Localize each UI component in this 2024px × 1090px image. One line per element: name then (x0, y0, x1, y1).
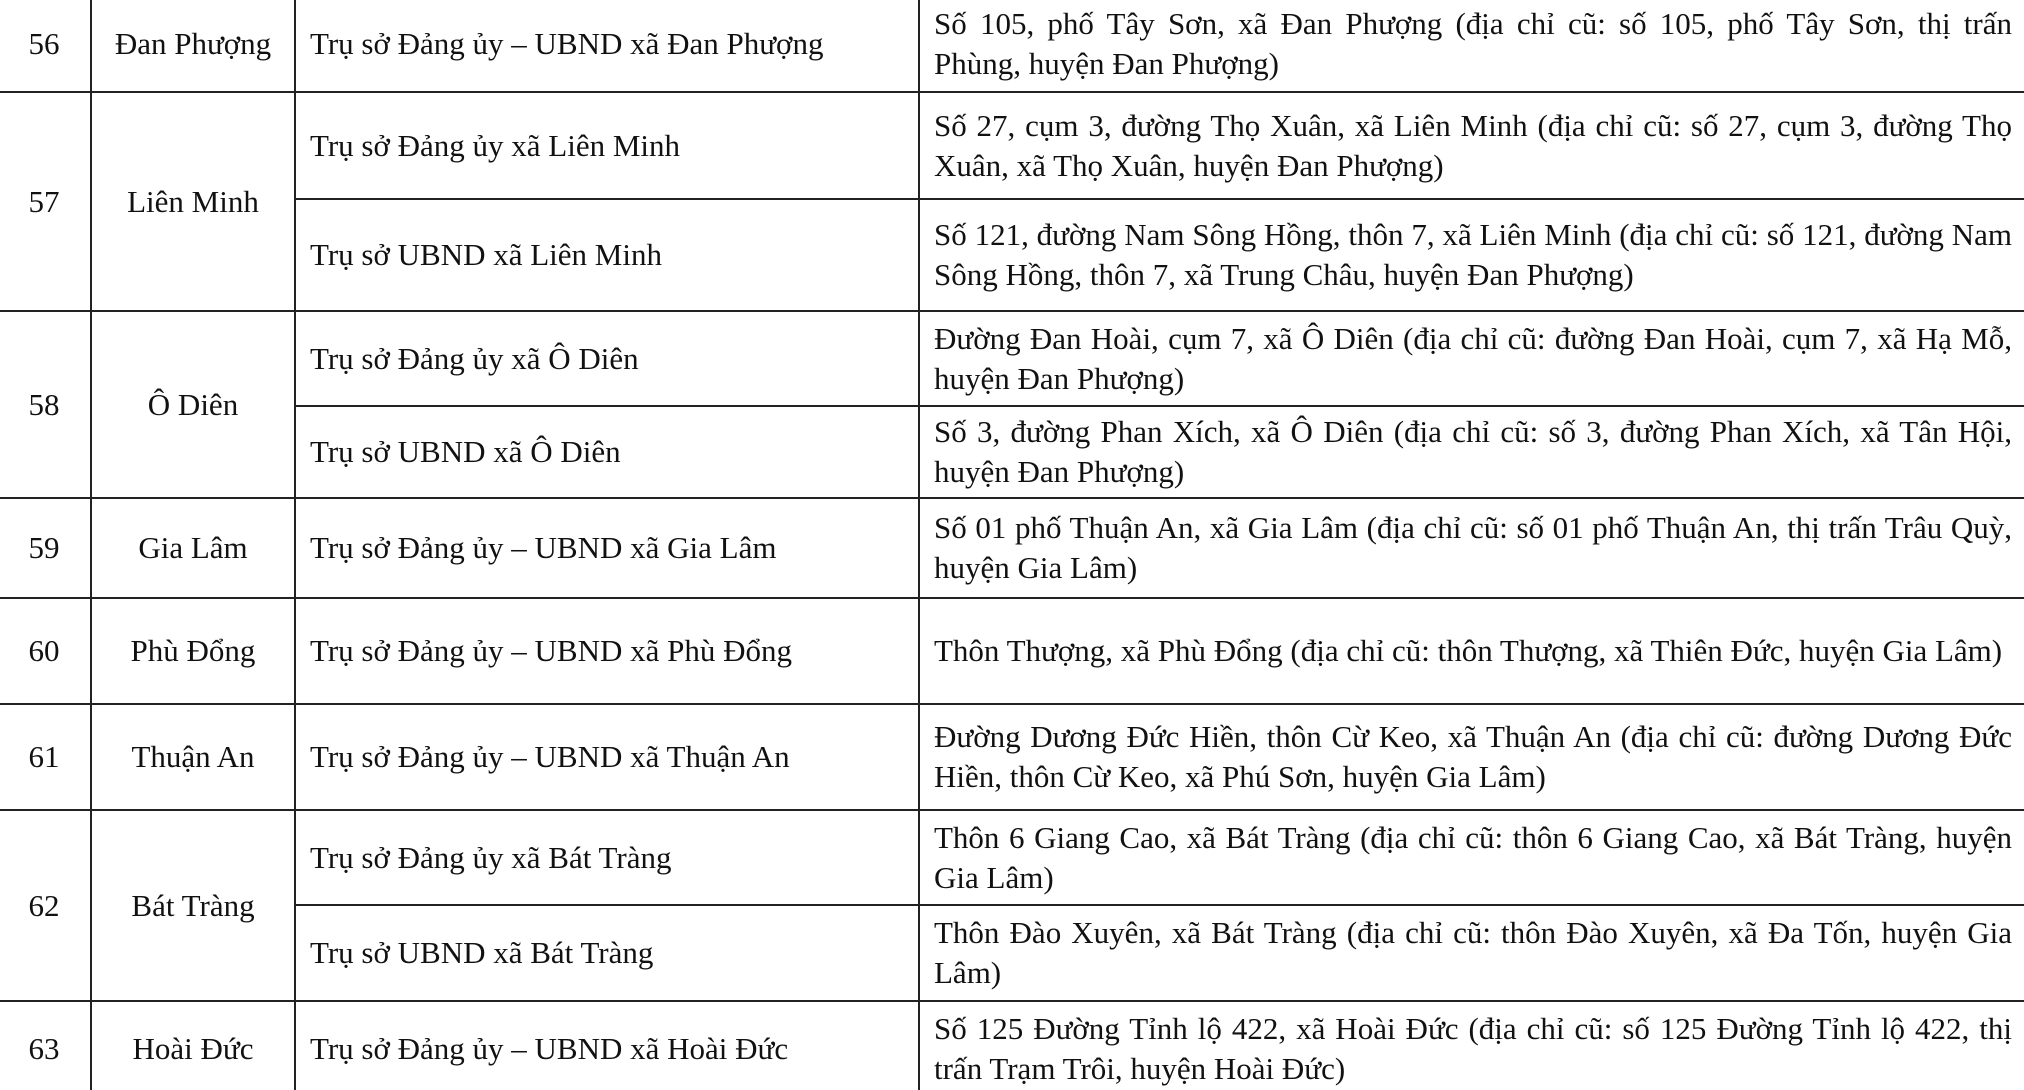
office-label: Trụ sở Đảng ủy – UBND xã Gia Lâm (295, 498, 919, 598)
office-address: Số 121, đường Nam Sông Hồng, thôn 7, xã Liên Minh (địa chỉ cũ: số 121, đường Nam Sông Hồng, thôn 7, xã Trung Châu, huyện Đan Phượng) (919, 199, 2024, 311)
office-address: Số 3, đường Phan Xích, xã Ô Diên (địa chỉ cũ: số 3, đường Phan Xích, xã Tân Hội, huyện Đan Phượng) (919, 406, 2024, 498)
office-label: Trụ sở UBND xã Bát Tràng (295, 905, 919, 1001)
commune-name: Hoài Đức (91, 1001, 295, 1090)
office-label: Trụ sở UBND xã Ô Diên (295, 406, 919, 498)
office-label: Trụ sở Đảng ủy – UBND xã Đan Phượng (295, 0, 919, 92)
commune-name: Gia Lâm (91, 498, 295, 598)
table-row (0, 0, 2024, 92)
row-number: 62 (0, 810, 91, 1001)
row-number: 59 (0, 498, 91, 598)
office-address: Số 105, phố Tây Sơn, xã Đan Phượng (địa chỉ cũ: số 105, phố Tây Sơn, thị trấn Phùng, huyện Đan Phượng) (919, 0, 2024, 92)
office-address: Đường Đan Hoài, cụm 7, xã Ô Diên (địa chỉ cũ: đường Đan Hoài, cụm 7, xã Hạ Mỗ, huyện Đan Phượng) (919, 311, 2024, 406)
office-label: Trụ sở Đảng ủy xã Liên Minh (295, 92, 919, 199)
table-row (0, 498, 2024, 598)
office-address: Số 01 phố Thuận An, xã Gia Lâm (địa chỉ cũ: số 01 phố Thuận An, thị trấn Trâu Quỳ, huyện Gia Lâm) (919, 498, 2024, 598)
commune-name: Liên Minh (91, 92, 295, 311)
office-address: Thôn 6 Giang Cao, xã Bát Tràng (địa chỉ cũ: thôn 6 Giang Cao, xã Bát Tràng, huyện Gia Lâm) (919, 810, 2024, 905)
commune-name: Phù Đổng (91, 598, 295, 704)
office-address: Thôn Thượng, xã Phù Đổng (địa chỉ cũ: thôn Thượng, xã Thiên Đức, huyện Gia Lâm) (919, 598, 2024, 704)
row-number: 57 (0, 92, 91, 311)
office-label: Trụ sở Đảng ủy – UBND xã Hoài Đức (295, 1001, 919, 1090)
office-label: Trụ sở Đảng ủy – UBND xã Thuận An (295, 704, 919, 810)
commune-name: Đan Phượng (91, 0, 295, 92)
office-address: Số 27, cụm 3, đường Thọ Xuân, xã Liên Minh (địa chỉ cũ: số 27, cụm 3, đường Thọ Xuân, xã Thọ Xuân, huyện Đan Phượng) (919, 92, 2024, 199)
row-number: 56 (0, 0, 91, 92)
commune-name: Thuận An (91, 704, 295, 810)
office-label: Trụ sở Đảng ủy xã Ô Diên (295, 311, 919, 406)
table-row (0, 406, 2024, 498)
table-row (0, 598, 2024, 704)
office-address: Thôn Đào Xuyên, xã Bát Tràng (địa chỉ cũ: thôn Đào Xuyên, xã Đa Tốn, huyện Gia Lâm) (919, 905, 2024, 1001)
table-row (0, 1001, 2024, 1090)
row-number: 60 (0, 598, 91, 704)
office-address: Đường Dương Đức Hiền, thôn Cừ Keo, xã Thuận An (địa chỉ cũ: đường Dương Đức Hiền, thôn Cừ Keo, xã Phú Sơn, huyện Gia Lâm) (919, 704, 2024, 810)
office-label: Trụ sở Đảng ủy – UBND xã Phù Đổng (295, 598, 919, 704)
commune-name: Ô Diên (91, 311, 295, 498)
commune-name: Bát Tràng (91, 810, 295, 1001)
row-number: 61 (0, 704, 91, 810)
table-row (0, 92, 2024, 199)
office-label: Trụ sở Đảng ủy xã Bát Tràng (295, 810, 919, 905)
table-row (0, 311, 2024, 406)
row-number: 58 (0, 311, 91, 498)
table-row (0, 905, 2024, 1001)
office-address: Số 125 Đường Tỉnh lộ 422, xã Hoài Đức (địa chỉ cũ: số 125 Đường Tỉnh lộ 422, thị trấn Trạm Trôi, huyện Hoài Đức) (919, 1001, 2024, 1090)
row-number: 63 (0, 1001, 91, 1090)
table-row (0, 810, 2024, 905)
office-label: Trụ sở UBND xã Liên Minh (295, 199, 919, 311)
table-row (0, 704, 2024, 810)
table-row (0, 199, 2024, 311)
